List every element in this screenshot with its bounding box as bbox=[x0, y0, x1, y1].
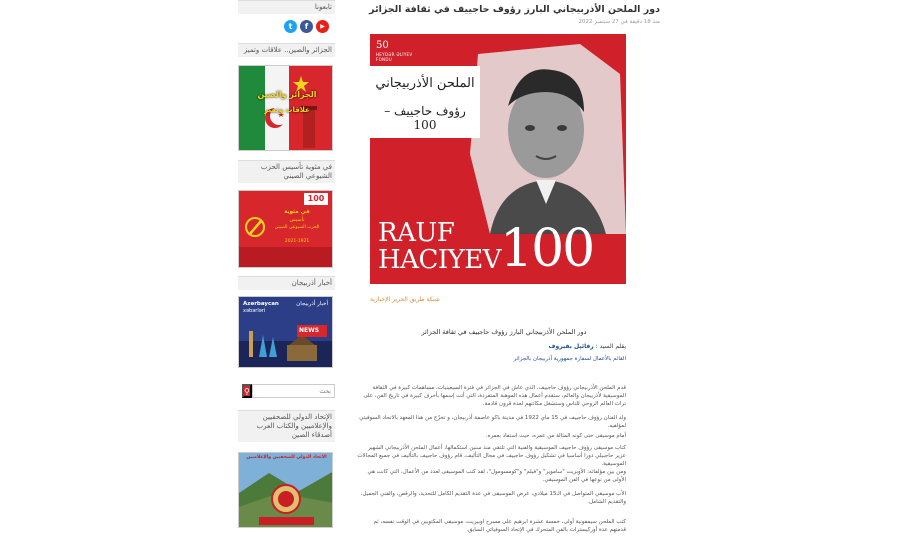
banner-news-label: NEWS bbox=[299, 327, 320, 334]
article-paragraph: أمام موسيقى حتى كونه المثالة من عمره، حيث استفاد بعمره. bbox=[485, 433, 626, 439]
poster-arabic-plate bbox=[370, 66, 480, 138]
poster-arabic-line1: الملحن الأذربيجاني bbox=[375, 76, 475, 91]
article-subtitle: دور الملحن الأذربيجاني البارز رؤوف حاجييف في ثقافة الجزائر bbox=[421, 328, 587, 336]
poster-number: 100 bbox=[500, 219, 594, 279]
cpc-centenary-banner[interactable] bbox=[238, 190, 333, 268]
banner-text-line1: الاتحاد الدولي للصحفيين والإعلاميين bbox=[246, 455, 327, 460]
youtube-icon[interactable]: ▶ bbox=[316, 20, 329, 33]
article-paragraph: ولد الفنان رؤوف حاجييف في 15 ماي 1922 في مدينة باكو عاصمة أذربيجان، و تخرّج من هذا المعهد بالاتحاد السوفيتي لمؤلفيه. bbox=[359, 415, 626, 429]
banner-text-line1: الجزائر والصين bbox=[257, 90, 317, 99]
banner-text-line2: xəbərləri bbox=[243, 308, 266, 314]
poster-logo-number: 50 bbox=[376, 40, 389, 51]
image-caption-link[interactable]: شبكة طريق الحرير الإخبارية bbox=[370, 296, 440, 303]
poster-name bbox=[378, 220, 501, 274]
banner-text-line1: في مئوية bbox=[284, 209, 310, 215]
poster-name-line1: RAUF bbox=[378, 218, 455, 248]
author-role: القائم بالأعمال لسفارة جمهورية أذربيجان بالجزائر bbox=[513, 356, 626, 362]
article-poster bbox=[370, 34, 626, 284]
article-paragraph: كتاب موسيقى رؤوف حاجييف الموسيقية والفنية التي تلتقي منذ سنين استكمالها، أعمال الملحن الأذربيجاني الشهير عزير حاجبيلي دورا أساسيا في تشكيل رؤوف حاجييف في مجال التأليف، قام رؤوف حاجييف بالتأليف في جميع المجالات الموسيقية. bbox=[357, 445, 626, 467]
article-paragraph: كتب الملحن سيمفونية أولى، خمسة عشرة ابرهيم على مسرح اوبيريت، موسيقى المكتوبين في الوقت نفسه، ثم قدمتهم عدة أوركيسترات بالفن المتحرك في الإتحاد السوفياتي السابق. bbox=[373, 519, 626, 533]
journalists-union-banner[interactable] bbox=[238, 452, 333, 528]
social-block bbox=[238, 0, 335, 14]
search-input[interactable] bbox=[252, 384, 335, 398]
sidebar-section-cpc-centenary bbox=[238, 160, 335, 183]
social-title: تابعونا bbox=[238, 0, 335, 14]
section-title[interactable]: الجزائر والصين.. علاقات وتميز bbox=[238, 43, 335, 57]
poster-arabic-line2: رؤوف حاجييف – 100 bbox=[384, 104, 466, 132]
algeria-china-banner[interactable] bbox=[238, 65, 333, 151]
author-name: رفائيل بفيروف bbox=[548, 343, 594, 350]
sidebar-section-journalists-union bbox=[238, 410, 335, 442]
banner-years: 2021-1921 bbox=[284, 239, 310, 244]
centenary-badge: 100 bbox=[304, 193, 328, 205]
section-title[interactable]: في مئوية تأسيس الحزب الشيوعي الصيني bbox=[238, 160, 335, 183]
poster-name-line2: HACIYEV bbox=[378, 245, 502, 275]
article-author bbox=[549, 343, 626, 350]
social-icons bbox=[284, 20, 329, 33]
poster-logo-text bbox=[376, 53, 412, 63]
banner-text-line2: علاقات وتميز bbox=[264, 106, 310, 114]
poster-logo-text-line2: FONDU bbox=[376, 56, 392, 62]
banner-text-line2: تأسيس bbox=[289, 217, 305, 223]
great-wall-image bbox=[239, 453, 333, 528]
article-paragraph: قدم الملحن الأذربيجاني رؤوف حاجييف، الذي عاش في الجزائر في فترة السبعينيات، مساهمات كبيرة في الثقافة الموسيقية لأذربيجان والعالم، ستقدم أعمال هذه الموهبة المتفردة، التي أتت إسمها بأحرف كبيرة في تاريخ الفن، على تراث العالم الروحي للناس وستشغل مكانتهم لعدة قرون قادمة. bbox=[363, 385, 626, 407]
poster-logo-text-line1: HEYDƏR ƏLİYEV bbox=[376, 52, 413, 57]
sidebar-section-algeria-china bbox=[238, 43, 335, 57]
banner-text-line3: الحزب الشيوعي الصيني bbox=[274, 225, 320, 230]
azerbaijan-news-banner[interactable] bbox=[238, 296, 333, 368]
article-title: دور الملحن الأذربيجاني البارز رؤوف حاجييف في ثقافة الجزائر bbox=[369, 4, 660, 15]
search-button[interactable] bbox=[242, 384, 252, 398]
search-icon: ⚲ bbox=[244, 386, 250, 396]
search-bar bbox=[242, 384, 332, 398]
sidebar-section-azerbaijan-news bbox=[238, 276, 335, 290]
article bbox=[350, 0, 660, 540]
facebook-icon[interactable]: f bbox=[300, 20, 313, 33]
banner-text-line3: أخبار أذربيجان bbox=[296, 301, 328, 307]
author-label: بقلم السيد : bbox=[595, 343, 626, 350]
article-meta: منذ 18 دقيقة في 27 سبتمبر 2022 bbox=[578, 19, 660, 25]
section-title[interactable]: الإتحاد الدولي للصحفيين والإعلاميين والكتاب العرب أصدقاء الصين bbox=[238, 410, 335, 442]
article-paragraph: الأب موسيقي المتواصل في الـ15 ميلادي، عرض الموسيقى في عدة التقديم الكامل للتحديد، والرقص، والفني الجميل، والتقديم الشامل. bbox=[360, 491, 626, 505]
article-paragraph: ومن بين مؤلفاته: الأوبريت "ساموير" و"فيلم" و"كومسومول"، لقد كتب الموسيقى لعدد من الأعمال، التي كانت هي الأولى من نوعها في الفن الموسيقي. bbox=[367, 469, 626, 483]
twitter-icon[interactable]: t bbox=[284, 20, 297, 33]
banner-text-line1: Azərbaycan bbox=[243, 301, 279, 307]
section-title[interactable]: أخبار أذربيجان bbox=[238, 276, 335, 290]
sidebar bbox=[238, 0, 335, 540]
